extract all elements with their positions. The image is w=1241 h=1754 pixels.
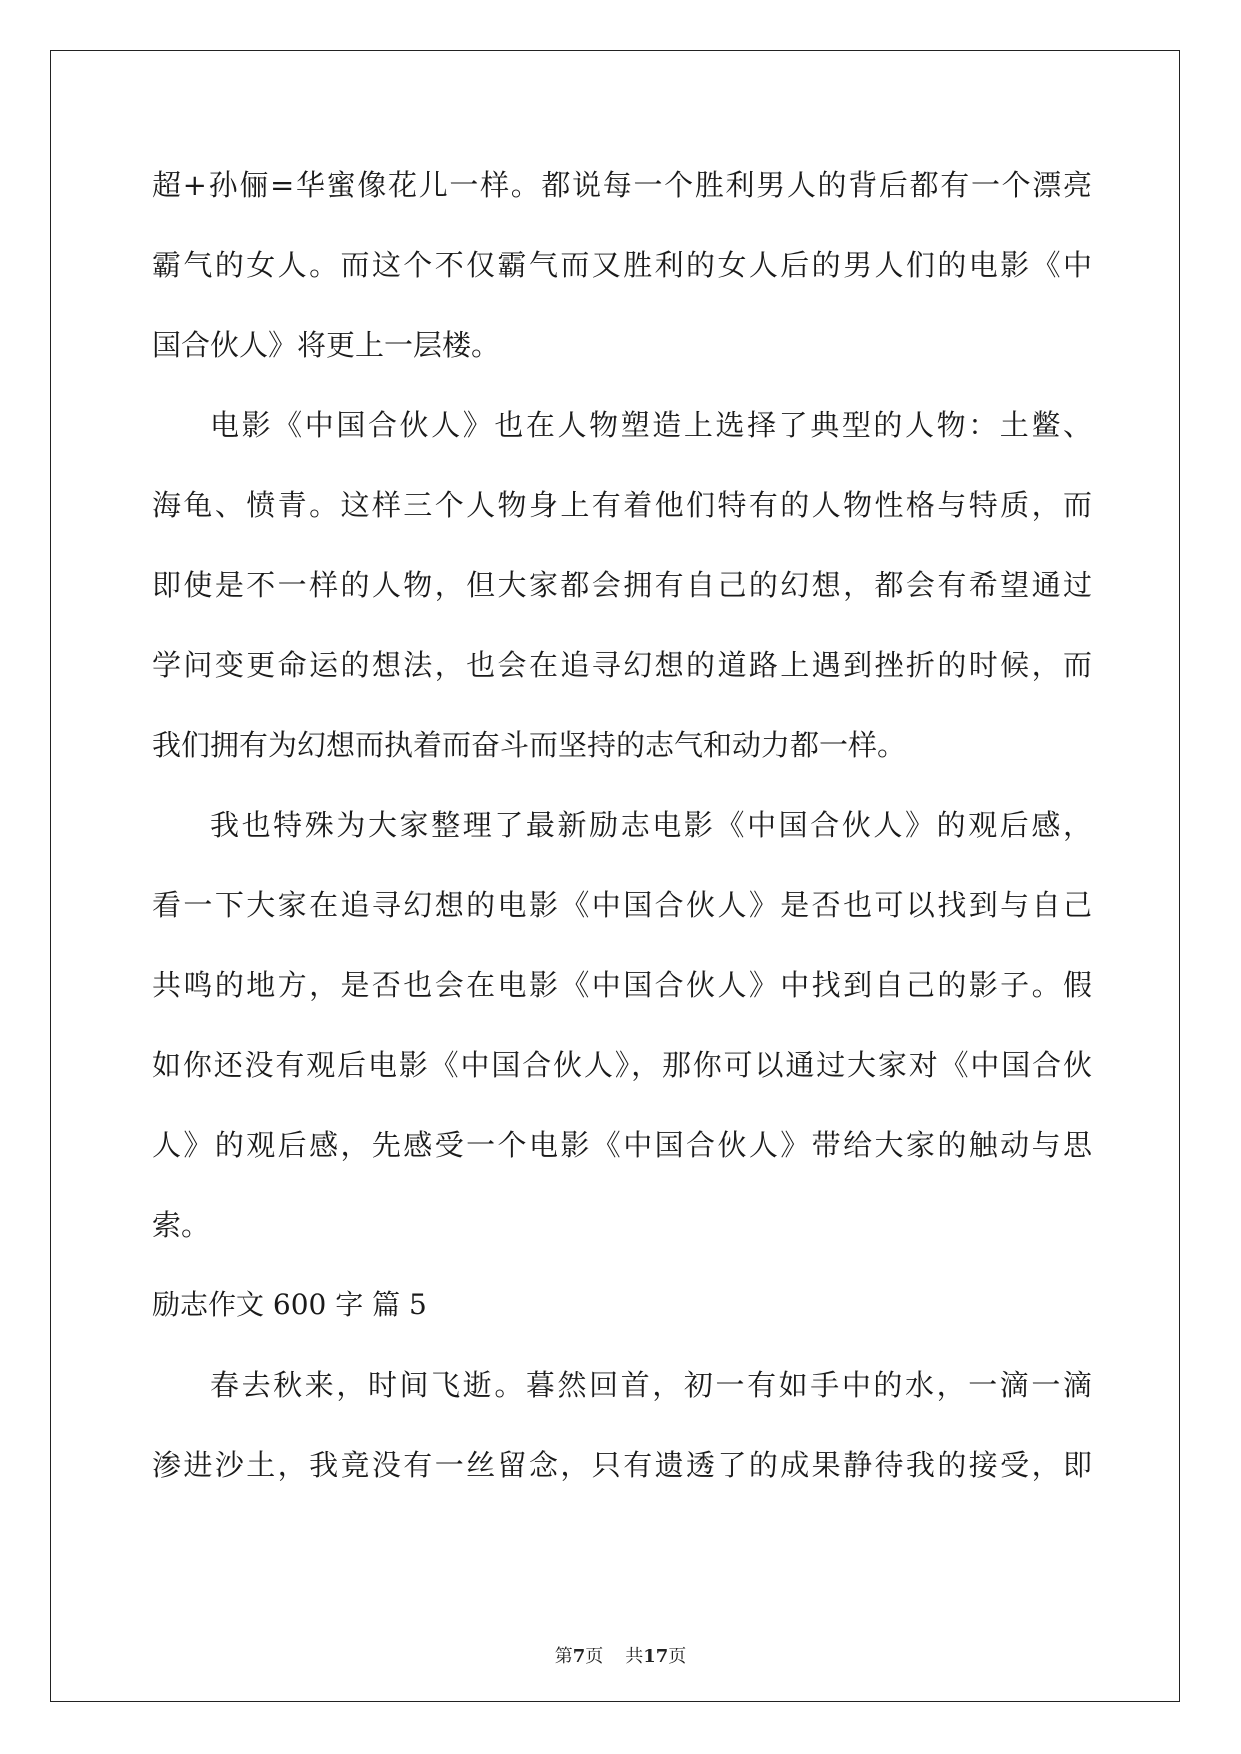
footer-prefix: 第 xyxy=(554,1646,573,1667)
paragraph-start-line: 春去秋来，时间飞逝。暮然回首，初一有如手中的水，一滴一滴 xyxy=(210,1368,1092,1402)
footer-page-suffix: 页 xyxy=(585,1646,604,1667)
text-line: 人》的观后感，先感受一个电影《中国合伙人》带给大家的触动与思 xyxy=(152,1128,1092,1162)
text-line: 国合伙人》将更上一层楼。 xyxy=(152,328,501,362)
paragraph-start-line: 我也特殊为大家整理了最新励志电影《中国合伙人》的观后感， xyxy=(210,808,1092,842)
footer-total-prefix: 共 xyxy=(625,1646,644,1667)
text-line: 看一下大家在追寻幻想的电影《中国合伙人》是否也可以找到与自己 xyxy=(152,888,1092,922)
text-line: 渗进沙土，我竟没有一丝留念，只有遗透了的成果静待我的接受，即 xyxy=(152,1448,1092,1482)
section-heading: 励志作文 600 字 篇 5 xyxy=(152,1288,427,1321)
paragraph-start-line: 电影《中国合伙人》也在人物塑造上选择了典型的人物：土鳖、 xyxy=(210,408,1092,442)
text-line: 我们拥有为幻想而执着而奋斗而坚持的志气和动力都一样。 xyxy=(152,728,907,762)
text-line: 共鸣的地方，是否也会在电影《中国合伙人》中找到自己的影子。假 xyxy=(152,968,1092,1002)
text-line: 超+孙俪=华蜜像花儿一样。都说每一个胜利男人的背后都有一个漂亮 xyxy=(152,168,1092,202)
document-body xyxy=(152,145,1092,1505)
text-line: 霸气的女人。而这个不仅霸气而又胜利的女人后的男人们的电影《中 xyxy=(152,248,1092,282)
footer-total-suffix: 页 xyxy=(668,1646,687,1667)
text-line: 索。 xyxy=(152,1208,211,1242)
text-line: 如你还没有观后电影《中国合伙人》，那你可以通过大家对《中国合伙 xyxy=(152,1048,1092,1082)
page-footer xyxy=(0,1642,1241,1668)
text-line: 即使是不一样的人物，但大家都会拥有自己的幻想，都会有希望通过 xyxy=(152,568,1092,602)
total-page-count: 17 xyxy=(643,1646,669,1667)
text-line: 学问变更命运的想法，也会在追寻幻想的道路上遇到挫折的时候，而 xyxy=(152,648,1092,682)
text-line: 海龟、愤青。这样三个人物身上有着他们特有的人物性格与特质，而 xyxy=(152,488,1092,522)
current-page-number: 7 xyxy=(572,1646,586,1667)
